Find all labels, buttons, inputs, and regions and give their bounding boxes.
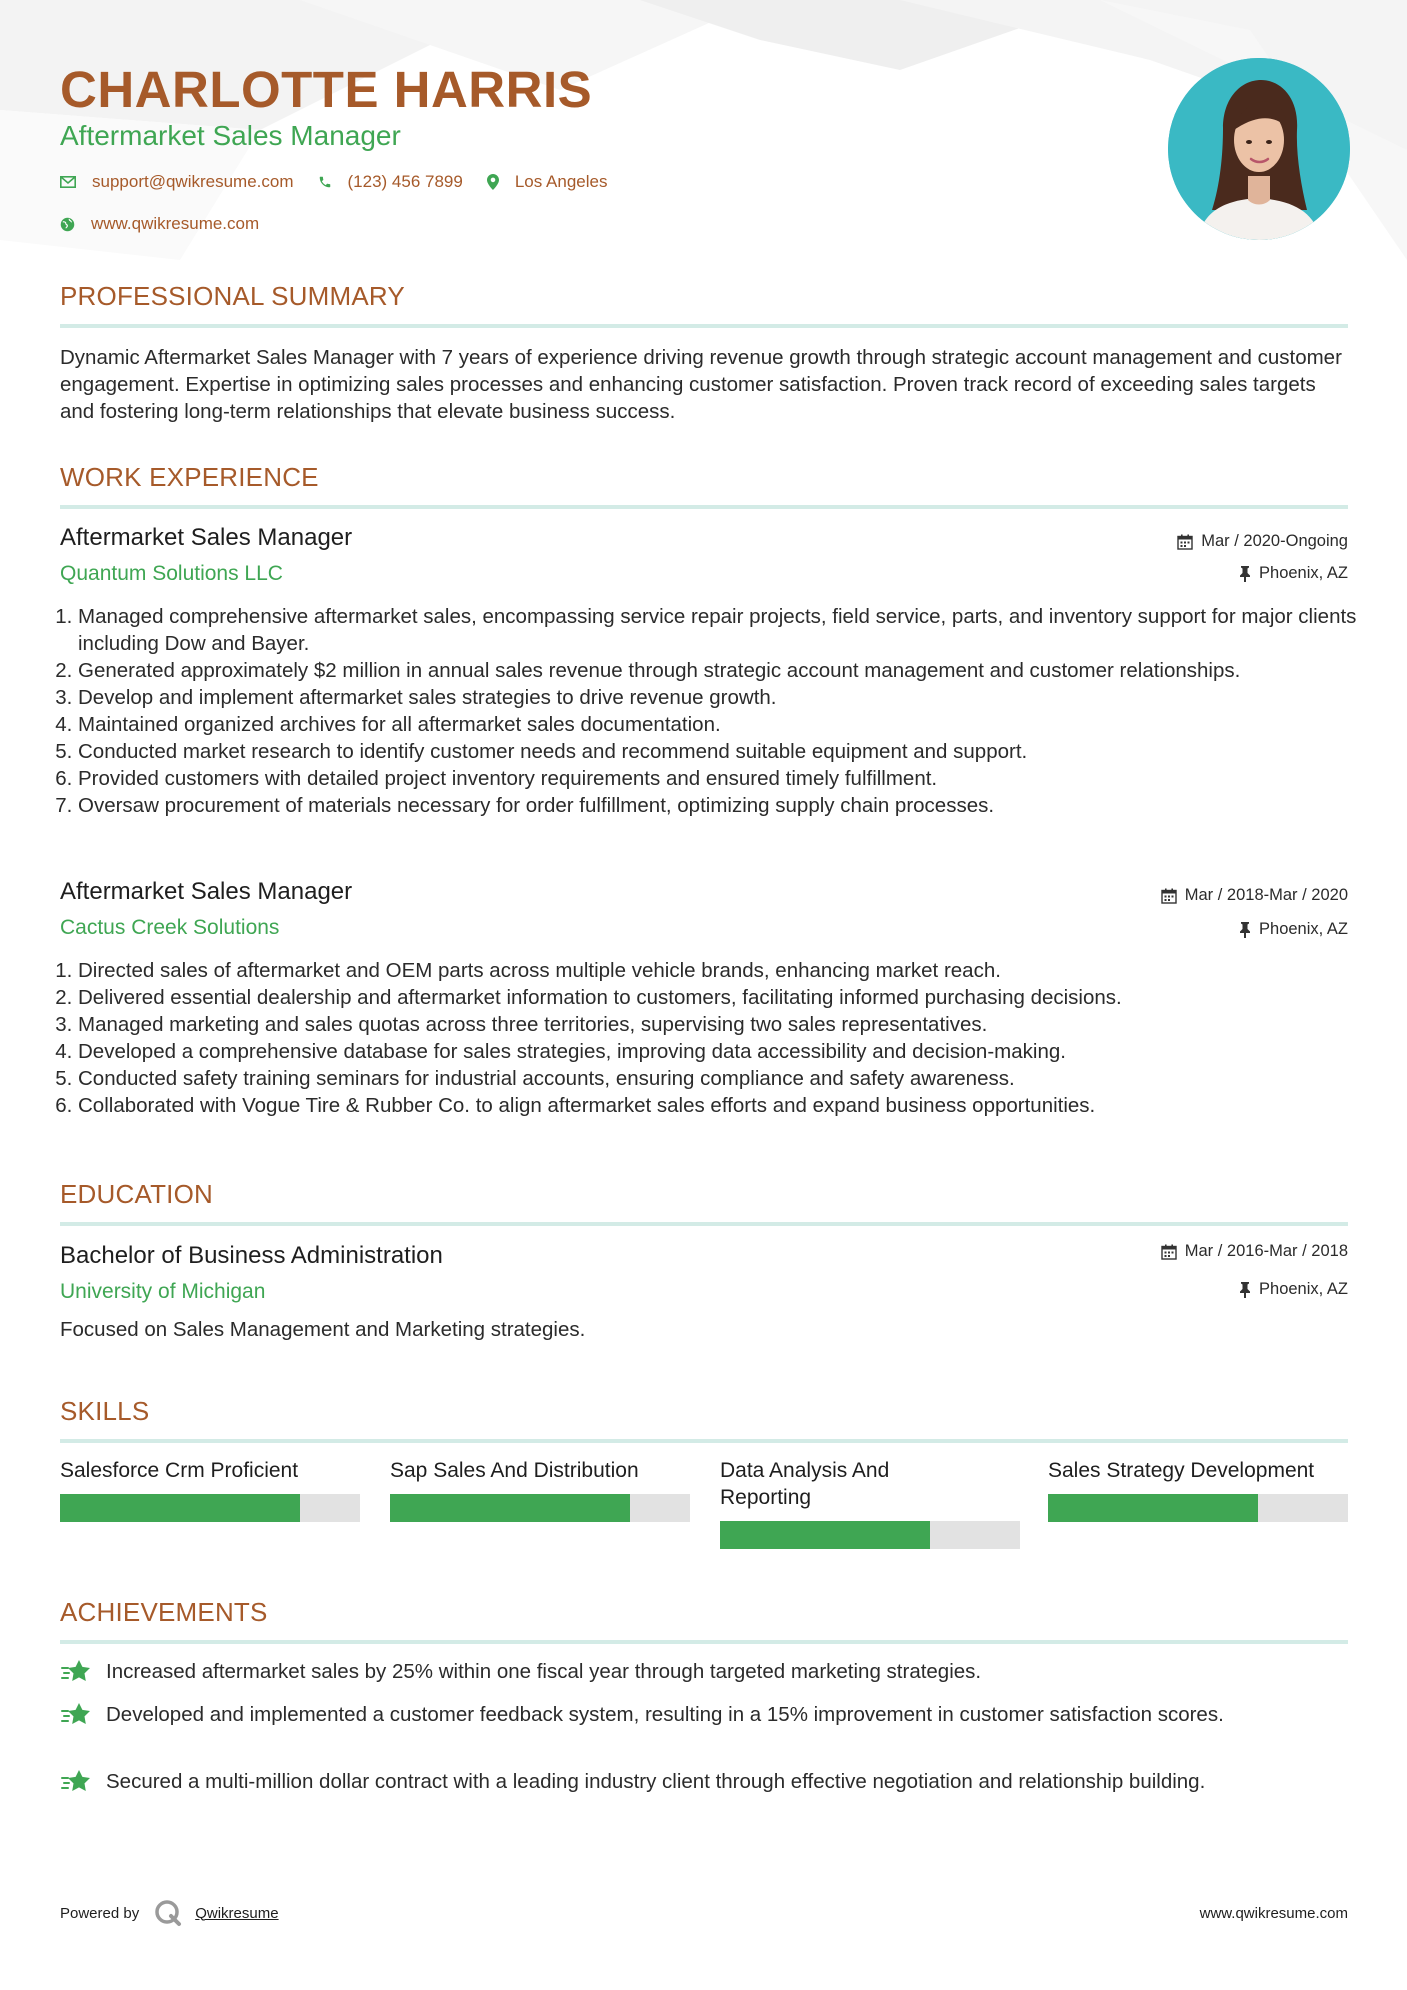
achievement-text: Secured a multi-million dollar contract with a leading industry client through effective negotiation and relationship building. xyxy=(106,1770,1206,1793)
candidate-job-title: Aftermarket Sales Manager xyxy=(60,120,401,151)
skill-label: Sales Strategy Development xyxy=(1048,1459,1315,1482)
skill-level-bar xyxy=(60,1494,360,1522)
footer-powered-by xyxy=(60,1898,279,1928)
pushpin-icon xyxy=(1239,922,1251,938)
skill-level-fill xyxy=(720,1521,930,1549)
summary-text: Dynamic Aftermarket Sales Manager with 7 years of experience driving revenue growth through strategic account management and customer engagement. Expertise in optimizing sales processes and enhancing customer satisfaction. Proven track record of exceeding sales targets and fostering long-term relationships that elevate business success. xyxy=(60,346,1342,423)
section-divider xyxy=(60,1222,1348,1226)
star-achievement-icon xyxy=(60,1699,92,1731)
skills-heading: SKILLS xyxy=(60,1396,150,1426)
job-location-text: Phoenix, AZ xyxy=(1259,920,1348,938)
skill-level-fill xyxy=(1048,1494,1258,1522)
calendar-icon xyxy=(1161,888,1177,904)
skills-section-header xyxy=(60,1396,1348,1443)
skill-item xyxy=(60,1457,360,1522)
globe-icon xyxy=(60,217,75,232)
list-item: 5. Conducted market research to identify customer needs and recommend suitable equipment and support. xyxy=(78,738,1366,765)
powered-by-label: Powered by xyxy=(60,1904,140,1922)
map-pin-icon xyxy=(487,174,499,190)
achievement-text: Increased aftermarket sales by 25% within one fiscal year through targeted marketing strategies. xyxy=(106,1660,982,1683)
skill-level-fill xyxy=(60,1494,300,1522)
location-text: Los Angeles xyxy=(514,172,608,191)
candidate-name: CHARLOTTE HARRIS xyxy=(60,61,593,118)
contact-row-secondary xyxy=(60,214,283,234)
profile-photo-illustration xyxy=(1168,58,1350,240)
skill-label: Data Analysis And Reporting xyxy=(720,1459,890,1509)
qwikresume-link[interactable]: Qwikresume xyxy=(195,1904,279,1922)
skill-level-fill xyxy=(390,1494,630,1522)
job-title: Aftermarket Sales Manager xyxy=(60,524,353,551)
job-dates-text: Mar / 2018-Mar / 2020 xyxy=(1184,886,1348,904)
skill-item xyxy=(1048,1457,1348,1522)
list-item: 2. Generated approximately $2 million in annual sales revenue through strategic account management and customer relationships. xyxy=(78,657,1366,684)
section-divider xyxy=(60,505,1348,509)
pushpin-icon xyxy=(1239,566,1251,582)
calendar-icon xyxy=(1161,1244,1177,1260)
list-item: 3. Develop and implement aftermarket sales strategies to drive revenue growth. xyxy=(78,684,1366,711)
section-divider xyxy=(60,1640,1348,1644)
skill-label: Sap Sales And Distribution xyxy=(390,1459,639,1482)
contact-row-primary xyxy=(60,172,631,192)
skill-level-bar xyxy=(390,1494,690,1522)
website-text: www.qwikresume.com xyxy=(91,214,260,233)
list-item: 6. Collaborated with Vogue Tire & Rubber Co. to align aftermarket sales efforts and expand business opportunities. xyxy=(78,1092,1366,1119)
company-name: Quantum Solutions LLC xyxy=(60,562,283,585)
section-divider xyxy=(60,1439,1348,1443)
footer-website[interactable]: www.qwikresume.com xyxy=(1199,1905,1348,1922)
list-item: 1. Directed sales of aftermarket and OEM parts across multiple vehicle brands, enhancing market reach. xyxy=(78,957,1366,984)
education-location-text: Phoenix, AZ xyxy=(1259,1280,1348,1298)
job-title: Aftermarket Sales Manager xyxy=(60,878,353,905)
achievements-section-header xyxy=(60,1597,1348,1644)
list-item: 3. Managed marketing and sales quotas across three territories, supervising two sales representatives. xyxy=(78,1011,1366,1038)
education-description: Focused on Sales Management and Marketing strategies. xyxy=(60,1318,586,1341)
education-dates-text: Mar / 2016-Mar / 2018 xyxy=(1184,1242,1348,1260)
degree-title: Bachelor of Business Administration xyxy=(60,1242,443,1269)
profile-photo xyxy=(1168,58,1350,240)
achievement-text: Developed and implemented a customer feedback system, resulting in a 15% improvement in customer satisfaction scores. xyxy=(106,1703,1224,1726)
skill-level-bar xyxy=(1048,1494,1348,1522)
achievements-heading: ACHIEVEMENTS xyxy=(60,1597,268,1627)
job-dates xyxy=(1161,886,1348,905)
list-item: 6. Provided customers with detailed project inventory requirements and ensured timely fulfillment. xyxy=(78,765,1366,792)
star-achievement-icon xyxy=(60,1656,92,1688)
job-responsibilities xyxy=(60,957,1366,1119)
pushpin-icon xyxy=(1239,1282,1251,1298)
phone-icon xyxy=(318,175,332,189)
skill-level-bar xyxy=(720,1521,1020,1549)
star-achievement-icon xyxy=(60,1766,92,1798)
contact-phone[interactable] xyxy=(318,172,463,192)
job-location xyxy=(1239,920,1348,939)
education-section-header xyxy=(60,1179,1348,1226)
school-name: University of Michigan xyxy=(60,1280,266,1303)
company-name: Cactus Creek Solutions xyxy=(60,916,280,939)
email-text: support@qwikresume.com xyxy=(92,172,294,191)
education-heading: EDUCATION xyxy=(60,1179,213,1209)
achievement-item xyxy=(60,1768,1348,1798)
skill-item xyxy=(720,1457,1020,1549)
list-item: 4. Developed a comprehensive database for sales strategies, improving data accessibility and decision-making. xyxy=(78,1038,1366,1065)
calendar-icon xyxy=(1177,534,1193,550)
list-item: 5. Conducted safety training seminars for industrial accounts, ensuring compliance and safety awareness. xyxy=(78,1065,1366,1092)
job-location xyxy=(1239,564,1348,583)
education-dates xyxy=(1161,1242,1348,1261)
job-location-text: Phoenix, AZ xyxy=(1259,564,1348,582)
contact-website[interactable] xyxy=(60,214,259,234)
list-item: 7. Oversaw procurement of materials necessary for order fulfillment, optimizing supply chain processes. xyxy=(78,792,1366,819)
job-responsibilities xyxy=(60,603,1366,819)
job-dates xyxy=(1177,532,1348,551)
education-location xyxy=(1239,1280,1348,1299)
experience-heading: WORK EXPERIENCE xyxy=(60,462,319,492)
achievement-item xyxy=(60,1701,1348,1731)
contact-email[interactable] xyxy=(60,172,294,192)
list-item: 2. Delivered essential dealership and aftermarket information to customers, facilitating informed purchasing decisions. xyxy=(78,984,1366,1011)
job-dates-text: Mar / 2020-Ongoing xyxy=(1201,532,1348,550)
list-item: 1. Managed comprehensive aftermarket sales, encompassing service repair projects, field service, parts, and inventory support for major clients including Dow and Bayer. xyxy=(78,603,1366,657)
summary-heading: PROFESSIONAL SUMMARY xyxy=(60,281,405,311)
skill-label: Salesforce Crm Proficient xyxy=(60,1459,299,1482)
envelope-icon xyxy=(60,176,76,188)
achievement-item xyxy=(60,1658,1348,1688)
phone-text: (123) 456 7899 xyxy=(347,172,463,191)
qwikresume-logo-icon xyxy=(153,1898,183,1928)
section-divider xyxy=(60,324,1348,328)
list-item: 4. Maintained organized archives for all aftermarket sales documentation. xyxy=(78,711,1366,738)
contact-location xyxy=(487,172,608,192)
summary-section-header xyxy=(60,281,1348,328)
experience-section-header xyxy=(60,462,1348,509)
skill-item xyxy=(390,1457,690,1522)
